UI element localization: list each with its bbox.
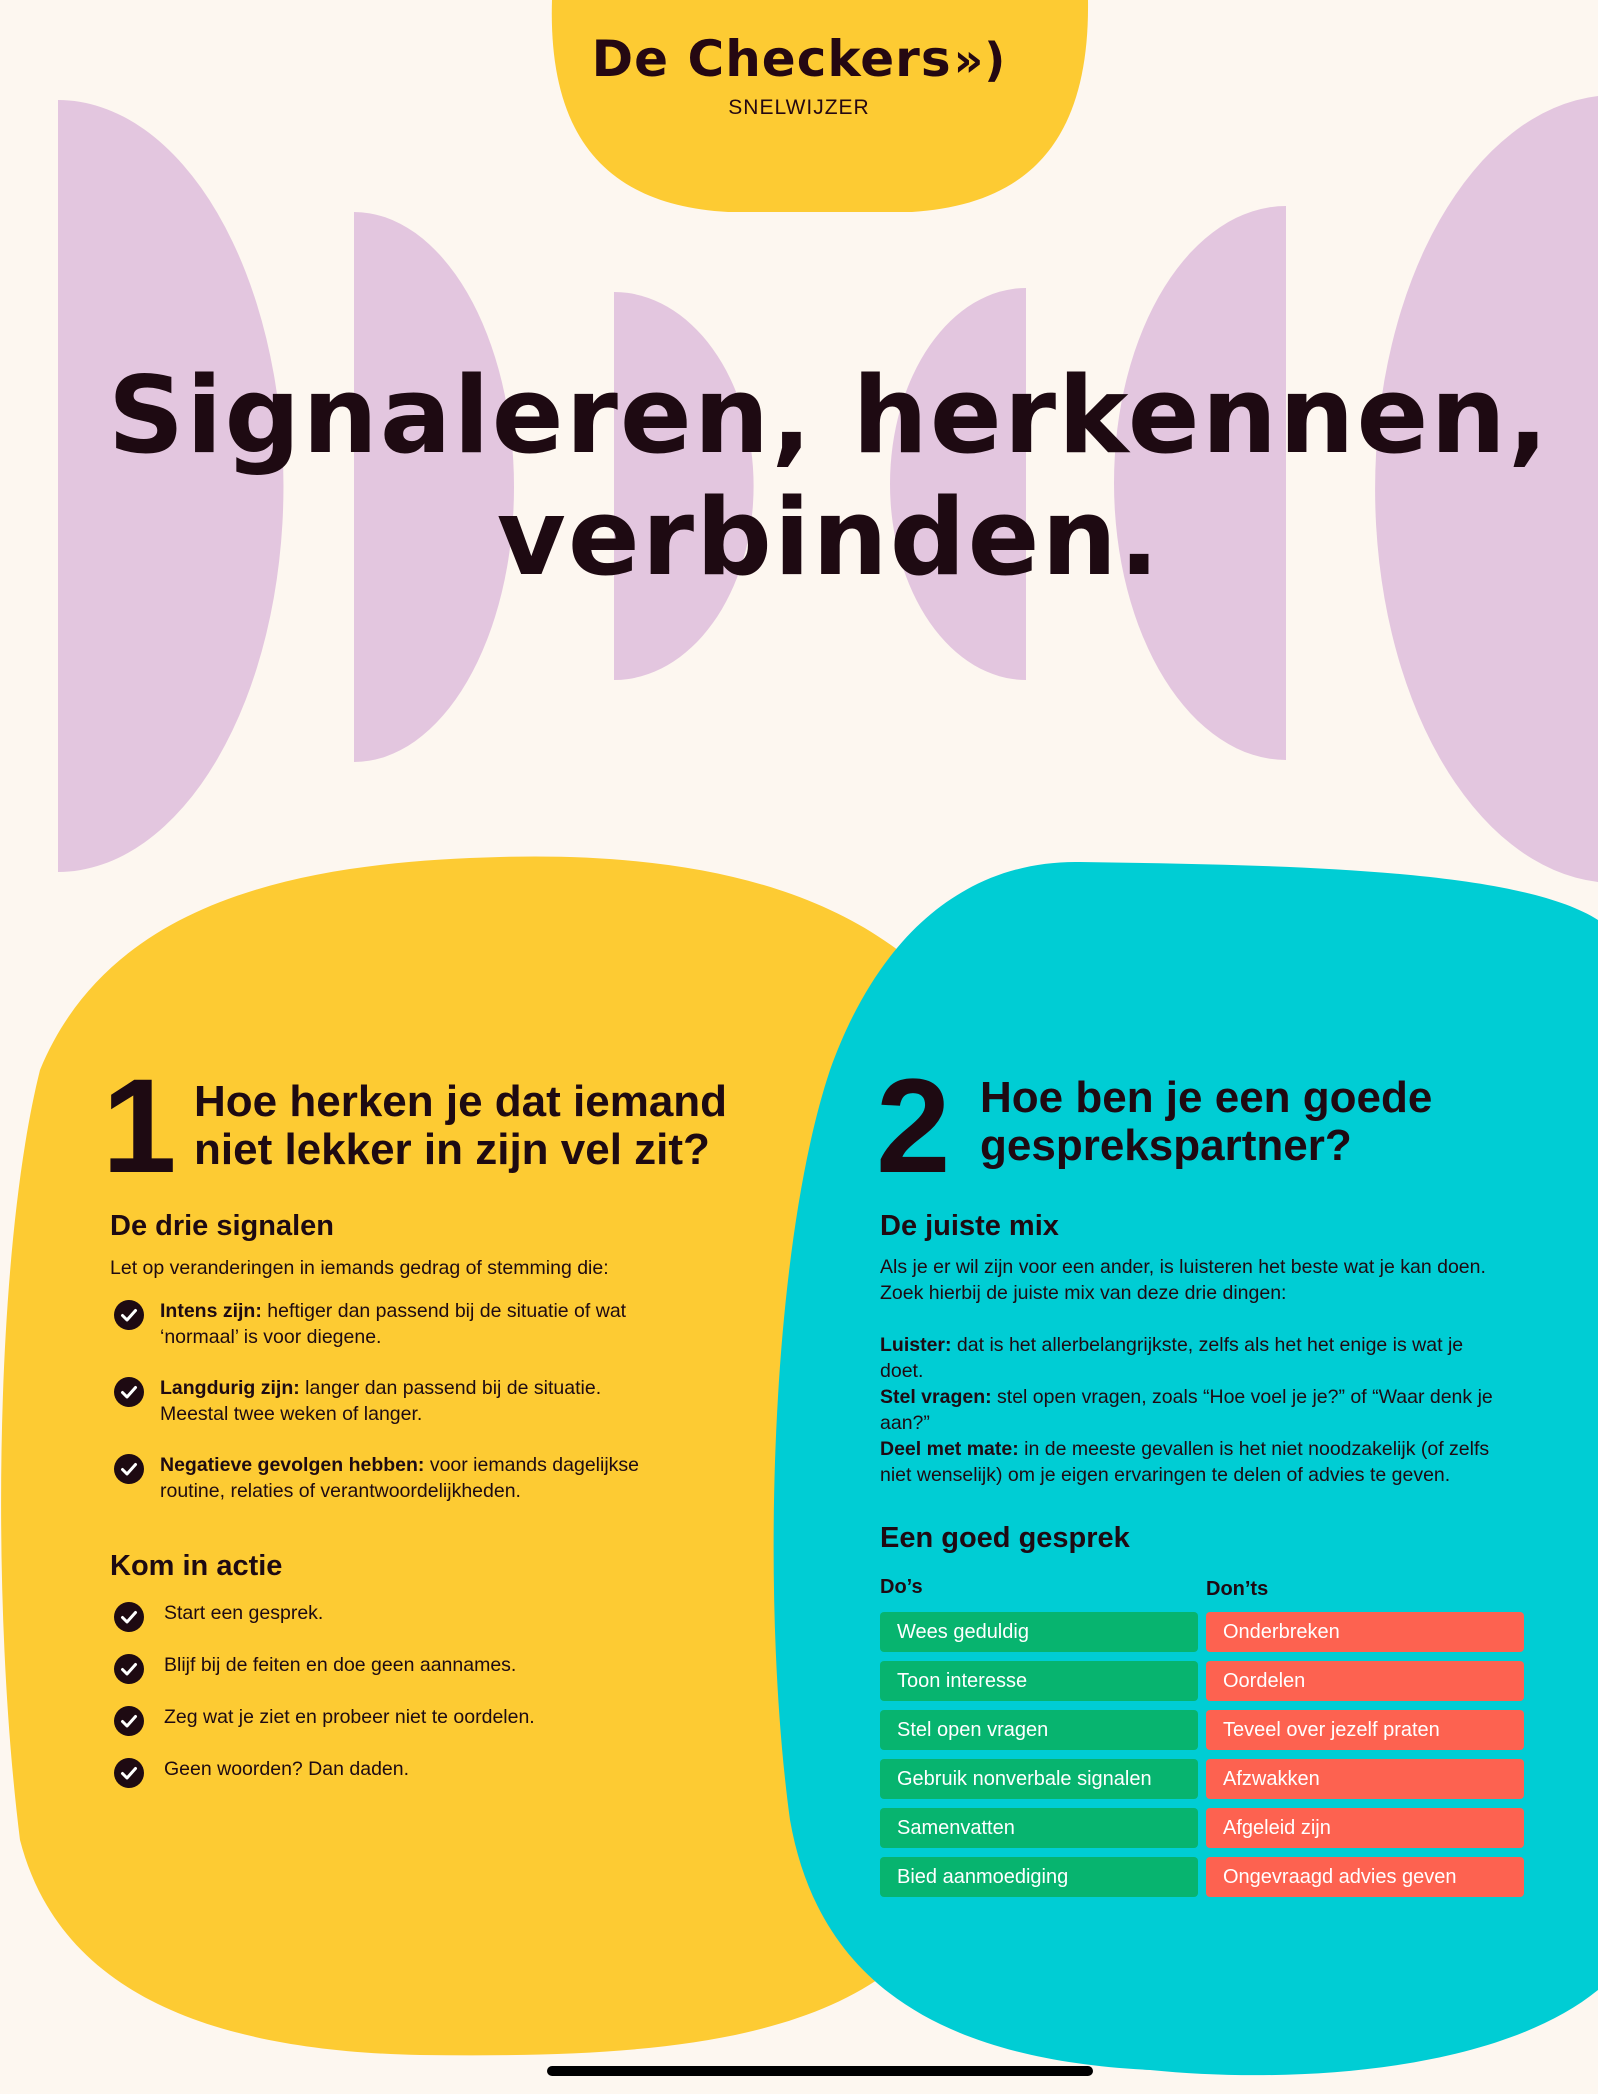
section-2-title-line-2: gesprekspartner? — [980, 1121, 1352, 1170]
check-circle-icon — [114, 1300, 144, 1330]
section-1-title-line-1: Hoe herken je dat iemand — [194, 1077, 728, 1126]
do-item: Wees geduldig — [880, 1612, 1198, 1652]
check-circle-icon — [114, 1654, 144, 1684]
mix-item-text: in de meeste gevallen is het niet noodzakelijk (of zelfs — [1018, 1438, 1490, 1460]
mix-item-text: dat is het allerbelangrijkste, zelfs als het het enige is wat je — [951, 1334, 1464, 1356]
dont-item: Oordelen — [1206, 1661, 1524, 1701]
section-2-number: 2 — [876, 1052, 947, 1201]
signal-item-text-cont: ‘normaal’ is voor diegene. — [160, 1326, 382, 1348]
action-item-text: Start een gesprek. — [164, 1602, 324, 1624]
mix-item-text-cont: niet wenselijk) om je eigen ervaringen te delen of advies te geven. — [880, 1464, 1451, 1486]
hero-title — [60, 355, 1598, 599]
dos-label: Do’s — [880, 1576, 923, 1598]
signal-item-label: Negatieve gevolgen hebben: — [160, 1454, 425, 1476]
section-2-title — [980, 1074, 1432, 1170]
sound-waves-icon: ») — [953, 33, 1007, 87]
dont-item: Teveel over jezelf praten — [1206, 1710, 1524, 1750]
mix-intro — [880, 1254, 1540, 1306]
brand-subtitle: SNELWIJZER — [728, 96, 870, 119]
action-item-text: Blijf bij de feiten en doe geen aannames. — [164, 1654, 517, 1676]
mix-intro-line-2: Zoek hierbij de juiste mix van deze drie dingen: — [880, 1282, 1287, 1304]
action-item — [112, 1652, 692, 1678]
signals-list — [112, 1298, 692, 1504]
signal-item-intens — [112, 1298, 692, 1350]
mix-heading: De juiste mix — [880, 1210, 1059, 1242]
mix-item-label: Stel vragen: — [880, 1386, 992, 1408]
do-item: Stel open vragen — [880, 1710, 1198, 1750]
action-item-text: Geen woorden? Dan daden. — [164, 1758, 410, 1780]
action-item-text: Zeg wat je ziet en probeer niet te oordelen. — [164, 1706, 535, 1728]
do-item: Bied aanmoediging — [880, 1857, 1198, 1897]
mix-item-text-cont: aan?” — [880, 1412, 930, 1434]
action-item — [112, 1756, 692, 1782]
mix-item-text-cont: doet. — [880, 1360, 924, 1382]
section-1-number: 1 — [102, 1052, 173, 1201]
signal-item-label: Langdurig zijn: — [160, 1377, 300, 1399]
dont-item: Ongevraagd advies geven — [1206, 1857, 1524, 1897]
action-item — [112, 1600, 692, 1626]
section-1-title — [194, 1078, 727, 1174]
check-circle-icon — [114, 1706, 144, 1736]
home-indicator-bar[interactable] — [547, 2066, 1093, 2076]
mix-item-label: Luister: — [880, 1334, 952, 1356]
donts-label: Don’ts — [1206, 1578, 1269, 1600]
action-list — [112, 1600, 692, 1782]
check-circle-icon — [114, 1758, 144, 1788]
signal-item-label: Intens zijn: — [160, 1300, 262, 1322]
mix-items — [880, 1332, 1560, 1488]
signals-heading: De drie signalen — [110, 1210, 335, 1242]
dont-item: Afzwakken — [1206, 1759, 1524, 1799]
check-circle-icon — [114, 1454, 144, 1484]
signal-item-langdurig — [112, 1375, 692, 1427]
action-item — [112, 1704, 692, 1730]
action-heading: Kom in actie — [110, 1550, 283, 1582]
dont-item: Onderbreken — [1206, 1612, 1524, 1652]
section-1-title-line-2: niet lekker in zijn vel zit? — [194, 1125, 710, 1174]
hero-title-line-2: verbinden. — [496, 476, 1162, 599]
brand-logo — [0, 30, 1598, 88]
signal-item-text: heftiger dan passend bij de situatie of wat — [261, 1300, 627, 1322]
do-item: Gebruik nonverbale signalen — [880, 1759, 1198, 1799]
mix-intro-line-1: Als je er wil zijn voor een ander, is luisteren het beste wat je kan doen. — [880, 1256, 1486, 1278]
dont-item: Afgeleid zijn — [1206, 1808, 1524, 1848]
signal-item-text-cont: routine, relaties of verantwoordelijkheden. — [160, 1480, 521, 1502]
signals-intro: Let op veranderingen in iemands gedrag of stemming die: — [110, 1257, 609, 1279]
signal-item-text: voor iemands dagelijkse — [424, 1454, 640, 1476]
section-2-title-line-1: Hoe ben je een goede — [980, 1073, 1433, 1122]
do-item: Samenvatten — [880, 1808, 1198, 1848]
talk-heading: Een goed gesprek — [880, 1522, 1130, 1554]
mix-item-text: stel open vragen, zoals “Hoe voel je je?” of “Waar denk je — [991, 1386, 1493, 1408]
signal-item-text-cont: Meestal twee weken of langer. — [160, 1403, 423, 1425]
check-circle-icon — [114, 1377, 144, 1407]
signal-item-negatieve-gevolgen — [112, 1452, 692, 1504]
hero-title-line-1: Signaleren, herkennen, — [107, 354, 1551, 477]
do-item: Toon interesse — [880, 1661, 1198, 1701]
check-circle-icon — [114, 1602, 144, 1632]
mix-item-label: Deel met mate: — [880, 1438, 1019, 1460]
brand-name: De Checkers — [591, 30, 952, 88]
signal-item-text: langer dan passend bij de situatie. — [299, 1377, 602, 1399]
